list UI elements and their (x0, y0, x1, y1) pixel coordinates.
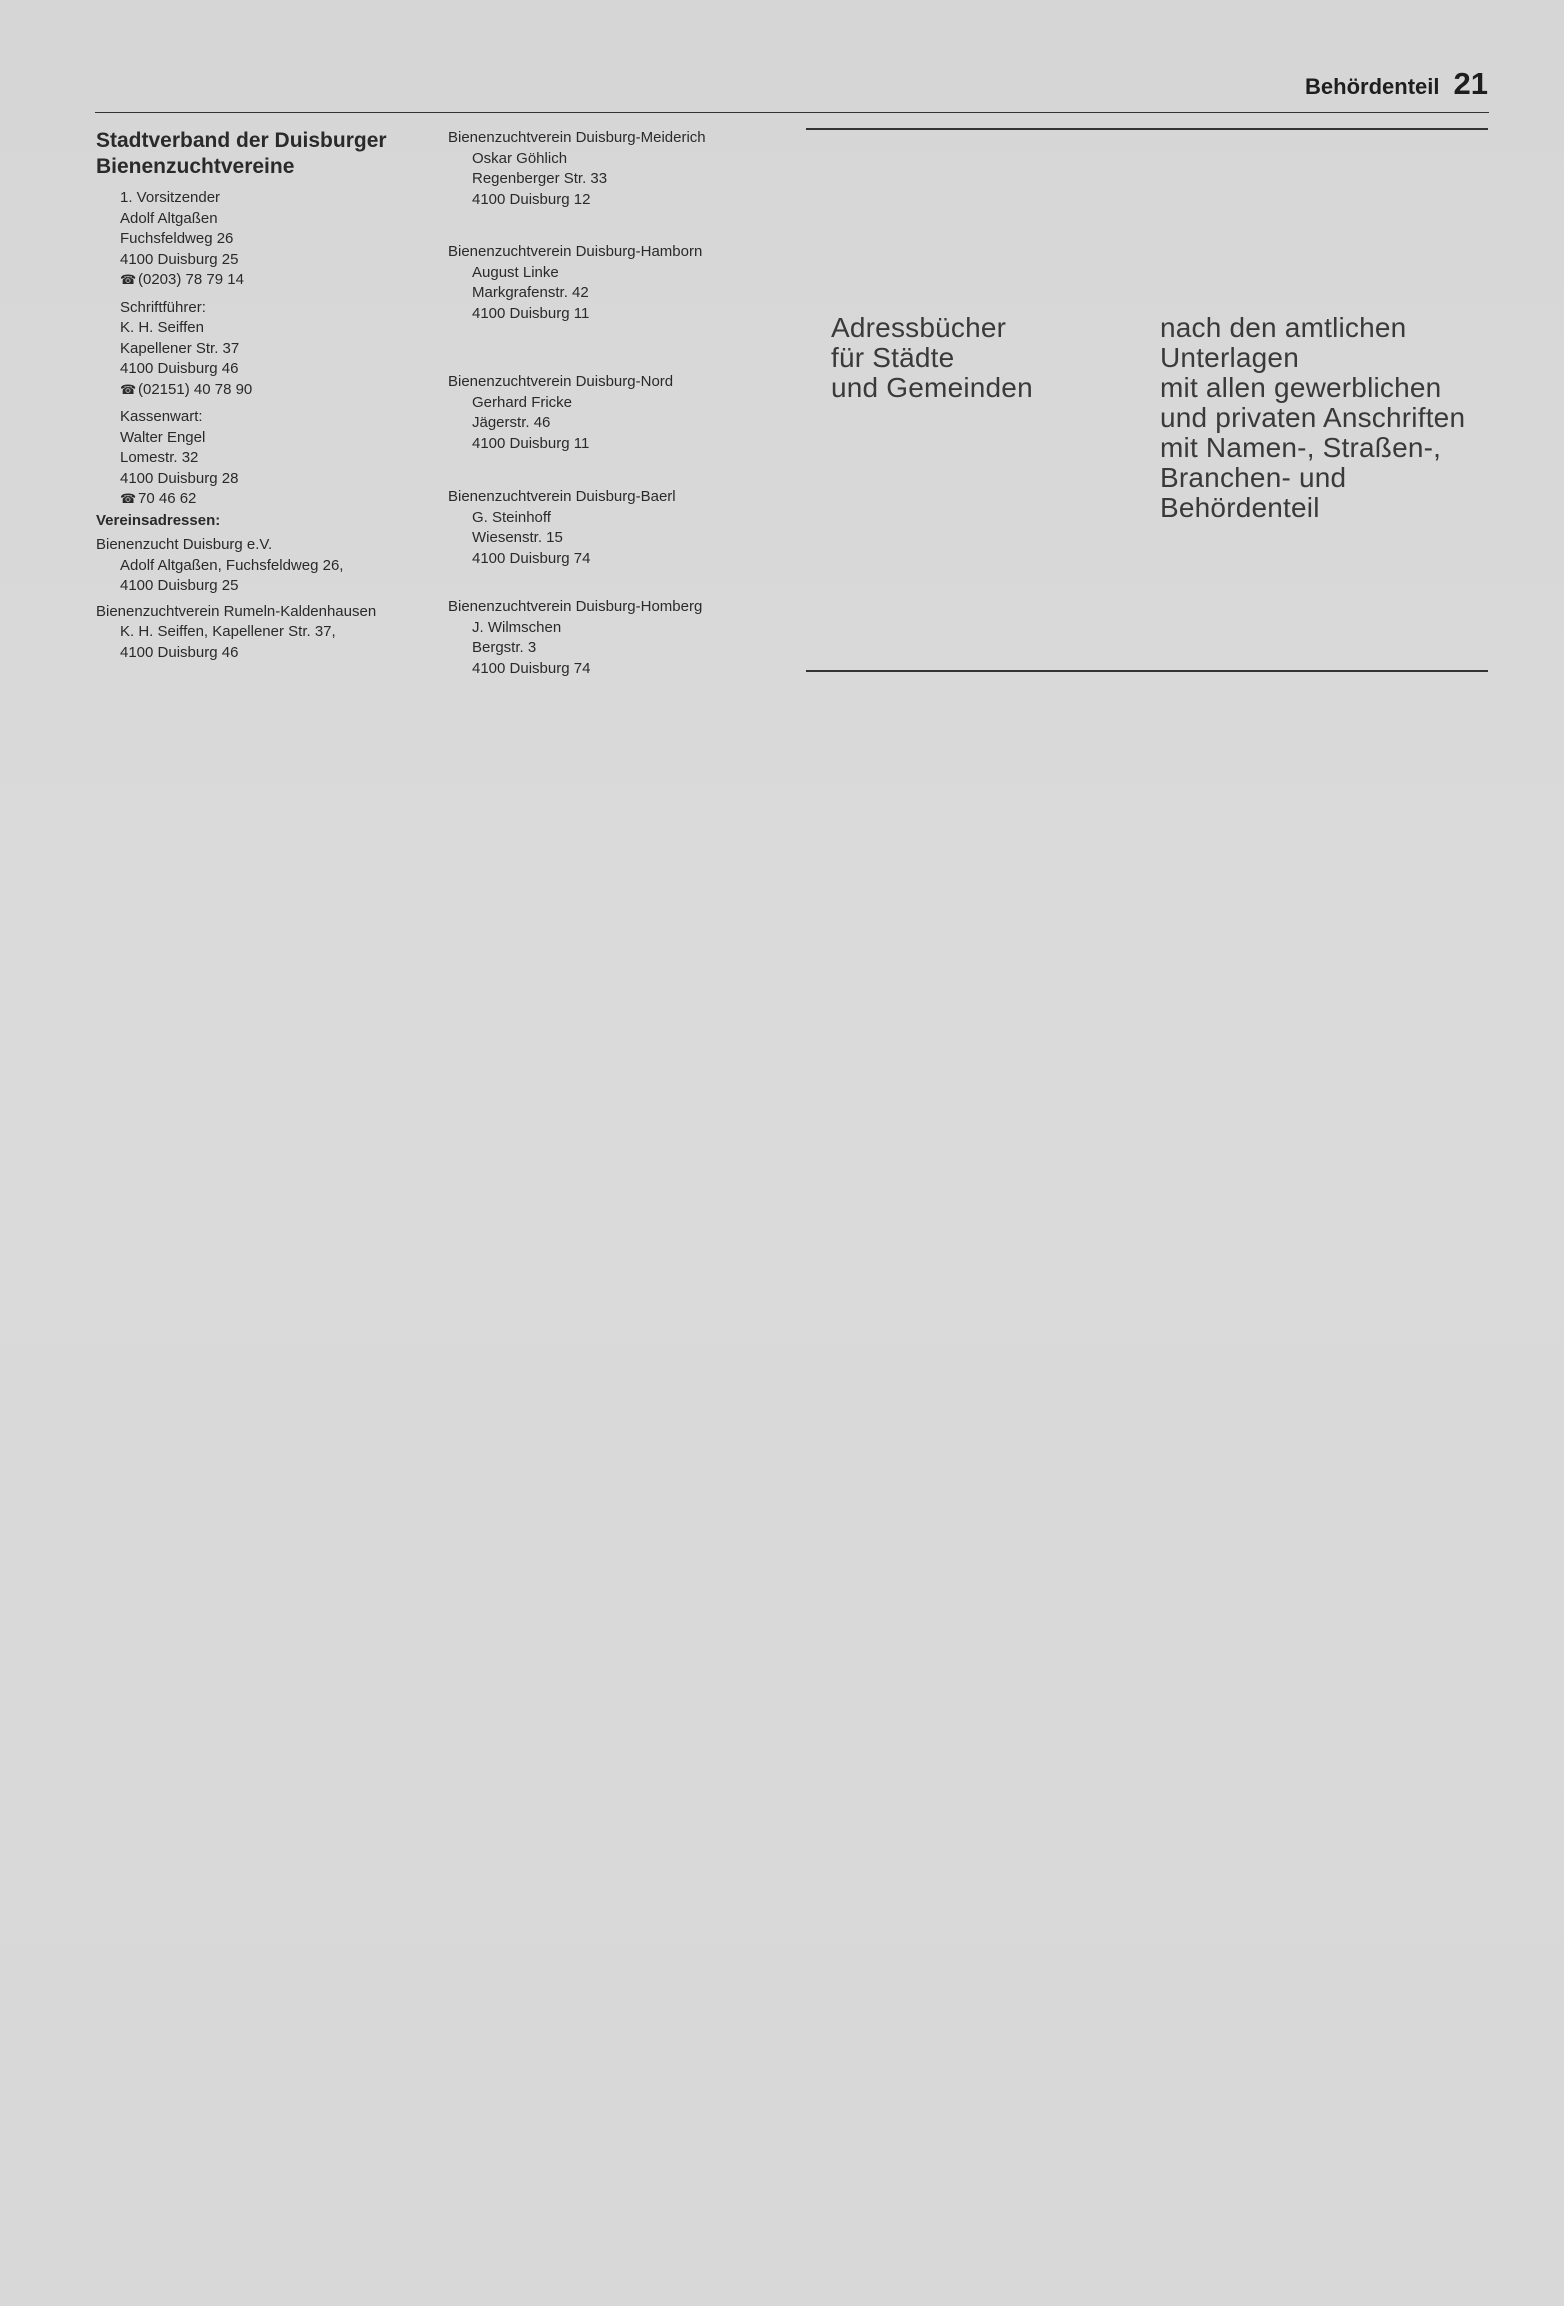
secretary-phone-line (120, 380, 426, 401)
advert-left-line: und Gemeinden (831, 372, 1033, 403)
treasurer-phone-line (120, 489, 426, 510)
association-name: Bienenzuchtverein Duisburg-Hamborn (448, 243, 703, 260)
association-street: Jägerstr. 46 (472, 414, 551, 431)
address-name: Bienenzuchtverein Rumeln-Kaldenhausen (96, 602, 377, 620)
treasurer-street: Lomestr. 32 (120, 449, 199, 466)
advert-right-line: mit allen gewerblichen (1160, 372, 1442, 403)
association-name: Bienenzuchtverein Duisburg-Baerl (448, 488, 676, 505)
association-street: Markgrafenstr. 42 (472, 284, 589, 301)
advert-right-text (1160, 313, 1465, 523)
association-entry (448, 487, 778, 569)
advert-left-line: Adressbücher (831, 312, 1007, 343)
association-city: 4100 Duisburg 74 (472, 549, 591, 567)
chair-phone: (0203) 78 79 14 (138, 271, 244, 288)
secretary-entry (96, 298, 426, 401)
organization-title-line-1: Stadtverband der Duisburger (96, 129, 387, 152)
chair-phone-line (120, 270, 426, 291)
treasurer-phone: 70 46 62 (138, 490, 197, 507)
association-name: Bienenzuchtverein Duisburg-Nord (448, 373, 674, 390)
treasurer-role: Kassenwart: (120, 408, 203, 425)
association-entry (448, 372, 778, 454)
address-name: Bienenzucht Duisburg e.V. (96, 536, 273, 553)
organization-title (96, 128, 426, 180)
address-entry (96, 535, 426, 597)
addresses-heading: Vereinsadressen: (96, 511, 221, 529)
secretary-city: 4100 Duisburg 46 (120, 360, 239, 377)
association-name: Bienenzuchtverein Duisburg-Homberg (448, 598, 703, 615)
treasurer-city: 4100 Duisburg 28 (120, 469, 239, 487)
organization-title-line-2: Bienenzuchtvereine (96, 155, 295, 178)
advert-right-line: nach den amtlichen (1160, 312, 1407, 343)
treasurer-name: Walter Engel (120, 428, 206, 446)
association-person: J. Wilmschen (472, 618, 562, 636)
association-entry (448, 128, 778, 210)
advert-right-line: mit Namen-, Straßen-, (1160, 432, 1442, 463)
secretary-role: Schriftführer: (120, 298, 206, 316)
treasurer-entry (96, 407, 426, 510)
address-line-2: 4100 Duisburg 46 (120, 643, 239, 661)
association-street: Regenberger Str. 33 (472, 170, 608, 187)
chair-name: Adolf Altgaßen (120, 209, 218, 227)
advert-right-line: Branchen- und (1160, 462, 1347, 493)
running-header (1305, 66, 1488, 102)
association-street: Bergstr. 3 (472, 639, 537, 656)
page-number: 21 (1453, 66, 1488, 101)
association-person: August Linke (472, 263, 559, 281)
association-entry (448, 597, 778, 679)
chair-city: 4100 Duisburg 25 (120, 250, 239, 268)
association-entry (448, 242, 778, 324)
association-person: G. Steinhoff (472, 508, 551, 526)
phone-icon: ☎ (120, 491, 137, 506)
advert-right-line: Behördenteil (1160, 492, 1320, 523)
address-line-1: Adolf Altgaßen, Fuchsfeldweg 26, (120, 556, 344, 574)
middle-column (448, 128, 778, 709)
advert-box (806, 128, 1488, 672)
chair-entry (96, 188, 426, 291)
header-rule (95, 112, 1489, 113)
association-name: Bienenzuchtverein Duisburg-Meiderich (448, 129, 706, 146)
advert-left-line: für Städte (831, 342, 955, 373)
association-person: Gerhard Fricke (472, 393, 573, 411)
association-city: 4100 Duisburg 11 (472, 304, 590, 322)
association-city: 4100 Duisburg 11 (472, 434, 590, 452)
chair-role: 1. Vorsitzender (120, 189, 221, 206)
secretary-street: Kapellener Str. 37 (120, 339, 240, 357)
advert-right-line: und privaten Anschriften (1160, 402, 1466, 433)
association-street: Wiesenstr. 15 (472, 529, 563, 546)
association-person: Oskar Göhlich (472, 149, 568, 167)
address-entry (96, 602, 426, 664)
advert-left-text (831, 313, 1033, 403)
phone-icon: ☎ (120, 272, 137, 287)
association-city: 4100 Duisburg 74 (472, 659, 591, 677)
address-line-1: K. H. Seiffen, Kapellener Str. 37, (120, 623, 336, 640)
left-column (96, 128, 426, 663)
advert-right-line: Unterlagen (1160, 342, 1299, 373)
secretary-phone: (02151) 40 78 90 (138, 380, 253, 398)
section-name: Behördenteil (1305, 74, 1440, 99)
chair-street: Fuchsfeldweg 26 (120, 230, 234, 247)
secretary-name: K. H. Seiffen (120, 319, 204, 336)
association-city: 4100 Duisburg 12 (472, 190, 591, 208)
phone-icon: ☎ (120, 381, 137, 397)
address-line-2: 4100 Duisburg 25 (120, 577, 239, 594)
